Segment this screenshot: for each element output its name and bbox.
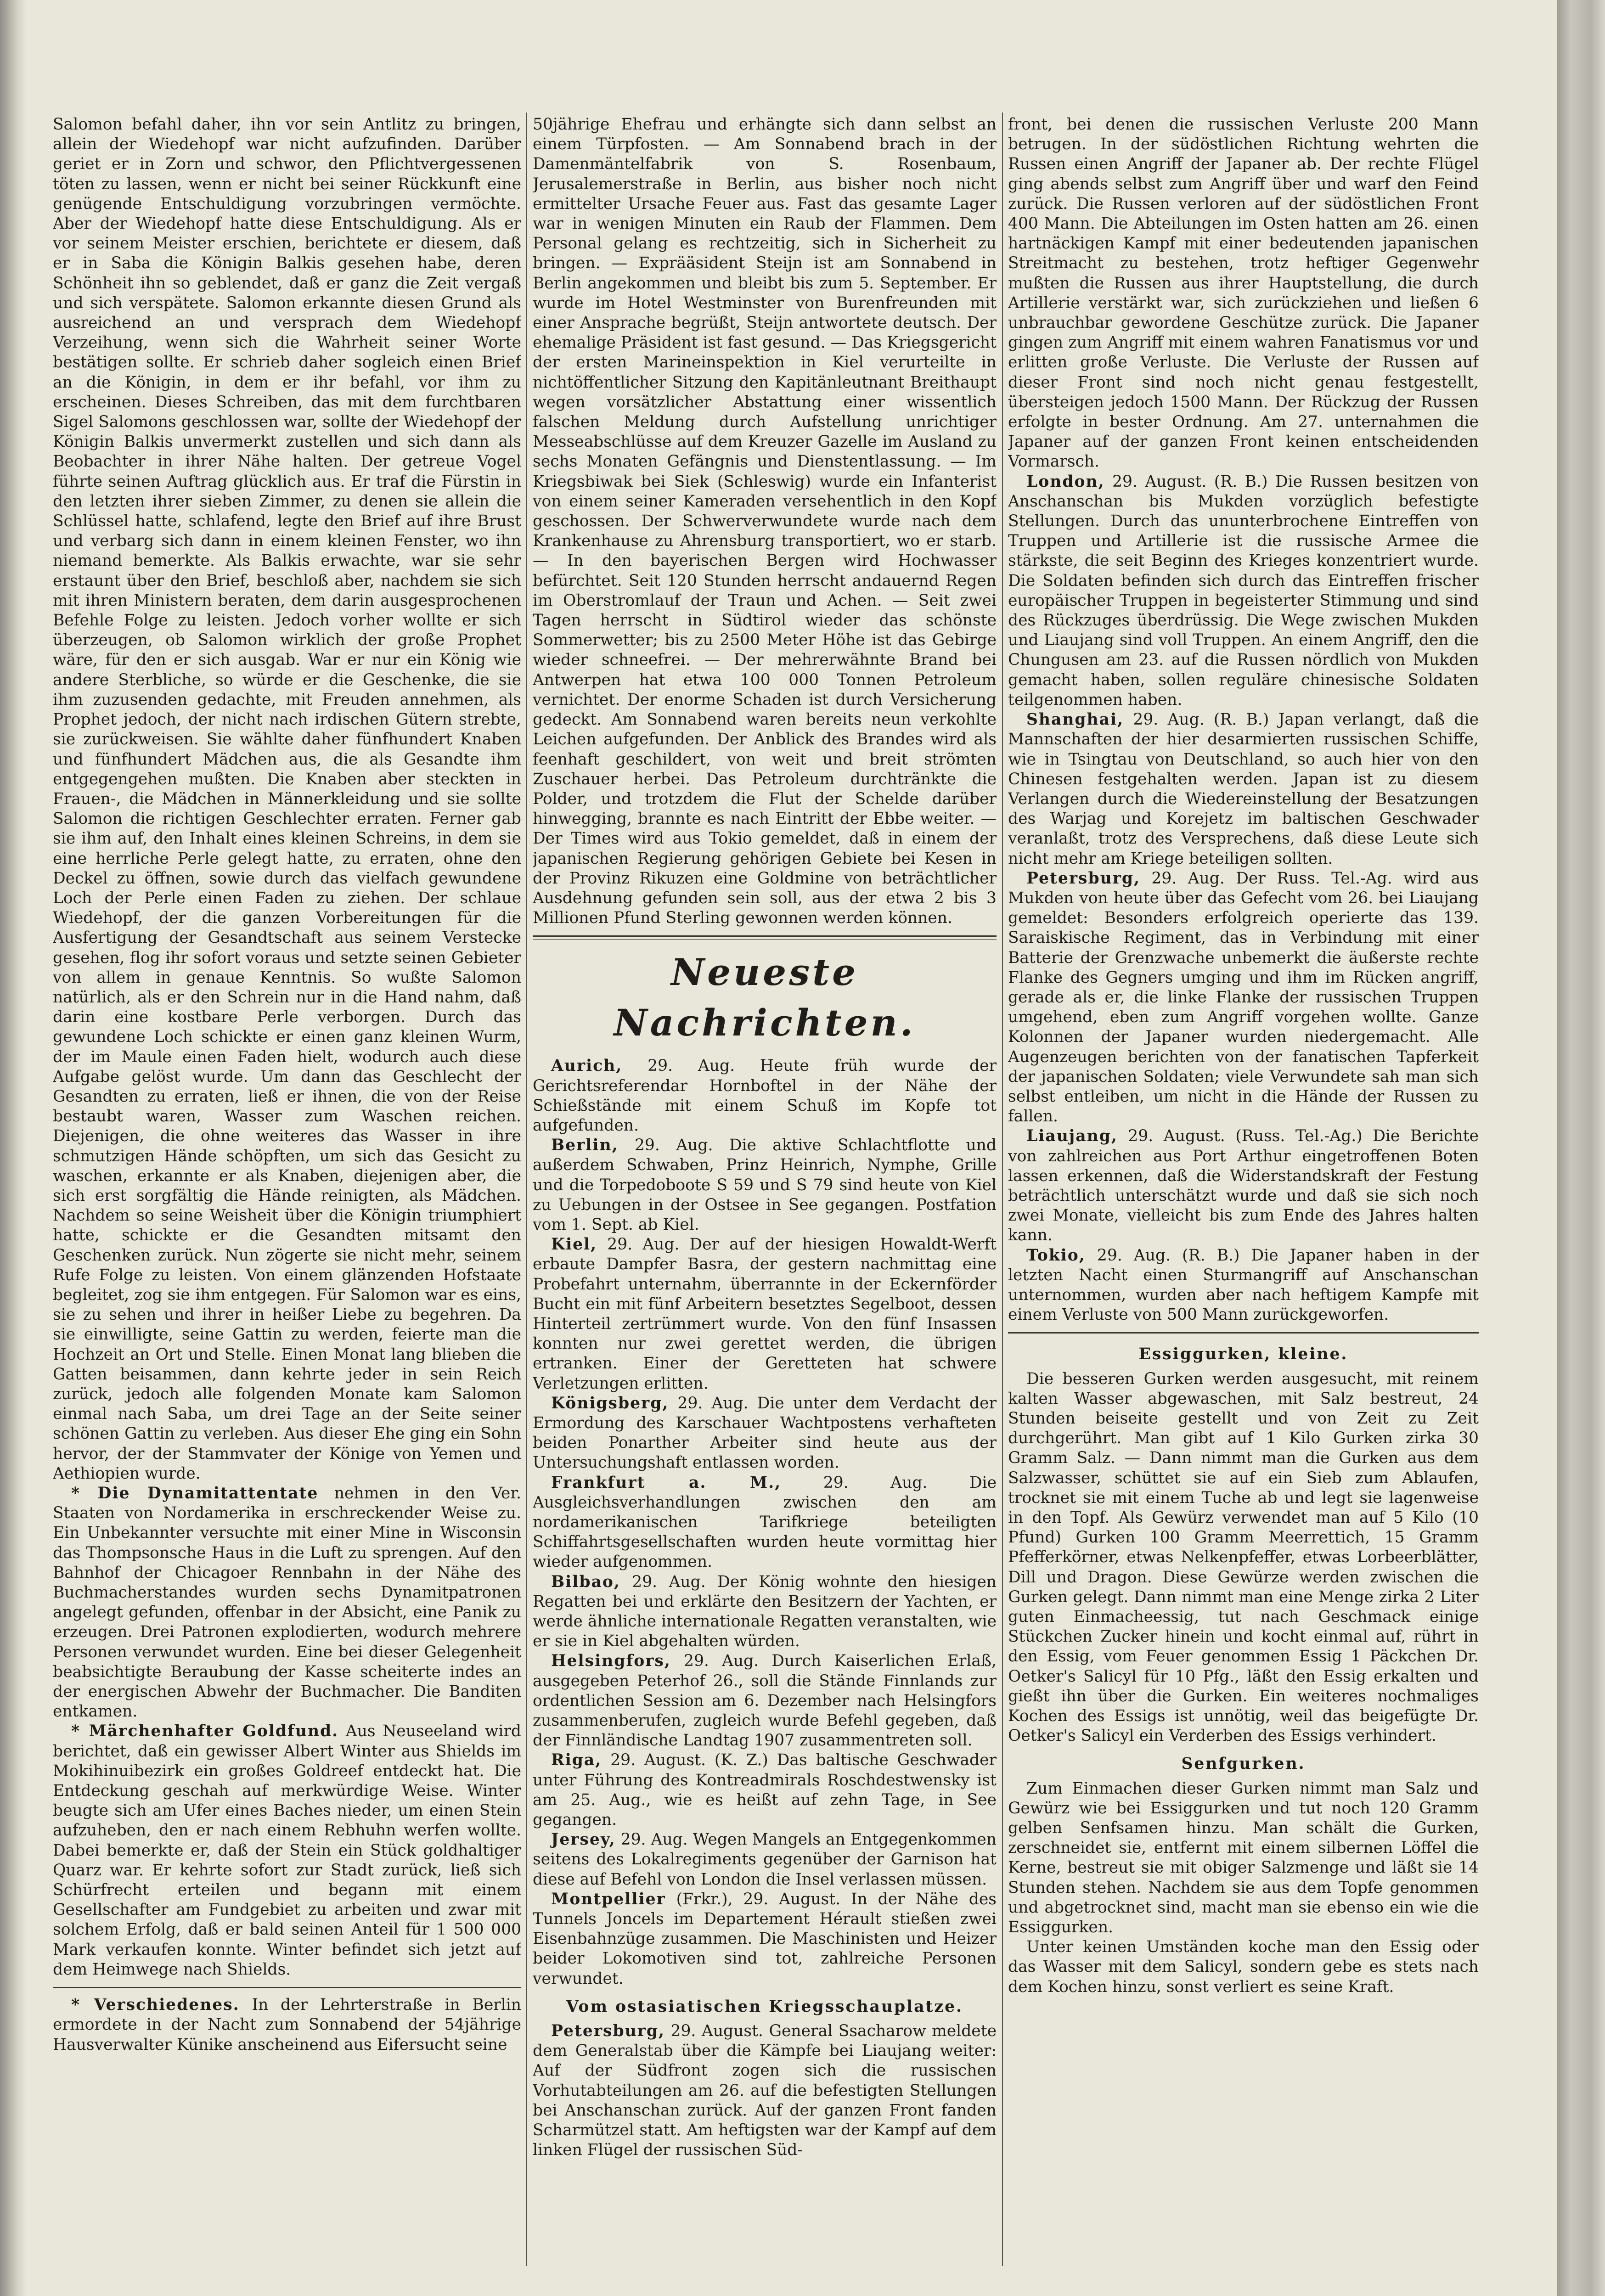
misc-news-text: 50jährige Ehefrau und erhängte sich dann selbst an einem Türpfosten. — Am Sonnabend brach in der Damenmäntelfabrik von S. Rosenbaum, Jerusalemerstraße in Berlin, aus bisher noch nicht ermittelter Ursache Feuer aus. Fast das gesamte Lager war in wenigen Minuten ein Raub der Flammen. Dem Personal gelang es rechtzeitig, sich in Sicherheit zu bringen. — Exprääsident Steijn ist am Sonnabend in Berlin angekommen und bleibt bis zum 5. September. Er wurde im Hotel Westminster von Burenfreunden mit einer Ansprache begrüßt, Steijn antwortete deutsch. Der ehemalige Präsident ist fast gesund. — Das Kriegsgericht der ersten Marineinspektion in Kiel verurteilte in nichtöffentlicher Sitzung den Kapitänleutnant Breithaupt wegen vorsätzlicher Abstattung einer wissentlich falschen Meldung durch Aufstellung unrichtiger Messeabschlüsse auf dem Kreuzer Gazelle im Ausland zu sechs Monaten Gefängnis und Dienstentlassung. — Im Kriegsbiwak bei Siek (Schleswig) wurde ein Infanterist von einem seiner Kameraden versehentlich in den Kopf geschossen. Der Schwerverwundete wurde nach dem Krankenhause zu Ahrensburg transportiert, wo er starb. — In den bayerischen Bergen wird Hochwasser befürchtet. Seit 120 Stunden herrscht andauernd Regen im Oberstromlauf der Traun und Achen. — Seit zwei Tagen herrscht in Südtirol wieder das schönste Sommerwetter; bis zu 2500 Meter Höhe ist das Gebirge wieder schneefrei. — Der mehrerwähnte Brand bei Antwerpen hat etwa 100 000 Tonnen Petroleum vernichtet. Der enorme Schaden ist durch Versicherung gedeckt. Am Sonnabend waren bereits neun verkohlte Leichen aufgefunden. Der Anblick des Brandes wird als feenhaft geschildert, von weit und breit strömten Zuschauer herbei. Das Petroleum durchtränkte die Polder, und trotzdem die Flut der Schelde darüber hinwegging, brannte es nach Eintritt der Ebbe weiter. — Der Times wird aus Tokio gemeldet, daß in einem der japanischen Regierung gehörigen Gebiete bei Kesen in der Provinz Rikuzen eine Goldmine von beträchtlicher Ausdehnung gefunden sein soll, aus der etwa 2 bis 3 Millionen Pfund Sterling gewonnen werden können. [533,115,997,928]
senfgurken-note: Unter keinen Umständen koche man den Essig oder das Wasser mit dem Salicyl, sondern gebe es stets nach dem Kochen hinzu, sonst verliert es seine Kraft. [1008,1938,1479,1996]
news-text: 29. Aug. Die Ausgleichsverhandlungen zwischen den am nordamerikanischen Tarifkriege beteiligten Schiffahrtsgesellschaften wurden heute vormittag hier wieder aufgenommen. [533,1473,997,1571]
news-text: 29. Aug. Der Russ. Tel.-Ag. wird aus Mukden von heute über das Gefecht vom 26. bei Liaujang gemeldet: Besonders erfolgreich operierte das 139. Saraiskische Regiment, das in Verbindung mit einer Batterie der Grenzwache unbemerkt die äußerste rechte Flanke des Gegners umging und ihm im Rücken angriff, gerade als er, die linke Flanke der russischen Truppen umgehend, eben zum Angriff vorgehen wollte. Ganze Kolonnen der Japaner wurden niedergemacht. Alle Augenzeugen berichten von der fanatischen Tapferkeit der japanischen Soldaten; viele Verwundete sah man sich selbst entleiben, um nicht in die Hände der Russen zu fallen. [1008,869,1479,1126]
news-text: 29. Aug. (R. B.) Die Japaner haben in der letzten Nacht einen Sturmangriff auf Anschanschan unternommen, wurden aber nach heftigem Kampfe mit einem Verluste von 500 Mann zurückgeworfen. [1008,1246,1479,1324]
column-1 [53,115,521,2264]
essiggurken-text: Die besseren Gurken werden ausgesucht, mit reinem kalten Wasser abgewaschen, mit Salz bestreut, 24 Stunden beiseite gestellt und von Zeit zu Zeit durchgerührt. Man gibt auf 1 Kilo Gurken zirka 30 Gramm Salz. — Dann nimmt man die Gurken aus dem Salzwasser, schüttet sie auf ein Sieb zum Ablaufen, trocknet sie mit einem Tuche ab und legt sie lagenweise in den Topf. Als Gewürz verwendet man auf 5 Kilo (10 Pfund) Gurken 100 Gramm Meerrettich, 15 Gramm Pfefferkörner, etwas Nelkenpfeffer, etwas Lorbeerblätter, Dill und Dragon. Diese Gewürze werden zwischen die Gurken gelegt. Dann nimmt man eine Menge zirka 2 Liter guten Einmacheessig, tut nach Geschmack einige Stückchen Zucker hinein und kocht einmal auf, rührt in den Essig, vom Feuer genommen Essig 1 Päckchen Dr. Oetker's Salicyl für 10 Pfg., läßt den Essig erkalten und gießt ihn über die Gurken. Ein weiteres nochmaliges Kochen des Essigs ist unnötig, weil das beigefügte Dr. Oetker's Salicyl ein Verderben des Essigs verhindert. [1008,1369,1479,1745]
news-item [1008,472,1479,710]
news-place: Jersey, [551,1830,616,1849]
news-text: 29. Aug. Die aktive Schlachtflotte und außerdem Schwaben, Prinz Heinrich, Nymphe, Grille und die Torpedoboote S 59 und S 79 sind heute von Kiel zu Uebungen in der Ostsee in See gegangen. Postfation vom 1. Sept. ab Kiel. [533,1136,997,1234]
dynamite-article [53,1484,521,1722]
news-item [1008,869,1479,1127]
news-text: 29. Aug. Durch Kaiserlichen Erlaß, ausgegeben Peterhof 26., soll die Stände Finnlands zur ordentlichen Session am 6. Dezember nach Helsingfors zusammenberufen, zugleich wurde Befehl gegeben, daß der Finnländische Landtag 1907 zusammentreten soll. [533,1652,997,1750]
column-2 [533,115,997,2264]
news-text: 29. August. (Russ. Tel.-Ag.) Die Berichte von zahlreichen aus Port Arthur eingetroffenen Boten lassen erkennen, daß die Widerstandskraft der Festung beträchtlich unterschätzt wurde und daß sie sich noch zwei Monate, vielleicht bis zum Ende des Jahres halten kann. [1008,1127,1479,1245]
column-rule-2 [1002,113,1003,2266]
news-place: Bilbao, [551,1572,620,1591]
news-item [533,1136,997,1235]
goldfund-text: Aus Neuseeland wird berichtet, daß ein gewisser Albert Winter aus Shields im Mokihinuibezirk ein großes Goldreef entdeckt hat. Die Entdeckung geschah auf merkwürdige Weise. Winter beugte sich am Ufer eines Baches nieder, um einen Stein aufzuheben, den er nach einem Rebhuhn werfen wollte. Dabei bemerkte er, daß der Stein ein Stück goldhaltiger Quarz war. Er kehrte sofort zur Stadt zurück, ließ sich Schürfrecht erteilen und begann mit einem Gesellschafter am Fundgebiet zu arbeiten und zwar mit solchem Erfolg, daß er bald seinen Anteil für 1 500 000 Mark verkaufen konnte. Winter befindet sich jetzt auf dem Heimwege nach Shields. [53,1722,521,1979]
news-place: Shanghai, [1026,710,1124,729]
news-place: Kiel, [551,1235,597,1254]
senfgurken-text: Zum Einmachen dieser Gurken nimmt man Salz und Gewürz wie bei Essiggurken und tut noch 120 Gramm gelben Senfsamen hinzu. Man schält die Gurken, zerschneidet sie, entfernt mit einem silbernen Löffel die Kerne, bestreut sie mit obiger Salzmenge und läßt sie 14 Stunden stehen. Nachdem sie aus dem Topfe genommen und abgetrocknet sind, macht man sie ebenso ein wie die Essiggurken. [1008,1779,1479,1937]
news-text: 29. August. General Ssacharow meldete dem Generalstab über die Kämpfe bei Liaujang weiter: Auf der Südfront zogen sich die russischen Vorhutabteilungen am 26. auf die befestigten Stellungen bei Anschanschan zurück. Auf der ganzen Front fanden Scharmützel statt. Am heftigsten war der Kampf auf dem linken Flügel der russischen Süd- [533,2022,997,2160]
news-text: 29. Aug. Der auf der hiesigen Howaldt-Werft erbaute Dampfer Basra, der gestern nachmittag eine Probefahrt unternahm, überrannte in der Eckernförder Bucht ein mit fünf Arbeitern besetztes Segelboot, dessen Hinterteil zertrümmert wurde. Von den fünf Insassen konnten nur zwei gerettet werden, die übrigen ertranken. Einer der Geretteten hat schwere Verletzungen erlitten. [533,1235,997,1393]
column-rule-1 [526,113,527,2266]
news-text: (Frkr.), 29. August. In der Nähe des Tunnels Joncels im Departement Hérault stießen zwei Eisenbahnzüge zusammen. Die Maschinisten und Heizer beider Lokomotiven sind tot, zahlreiche Personen verwundet. [533,1890,997,1988]
scan-left-edge [0,0,27,2296]
news-item [533,2021,997,2160]
verschiedenes-text: In der Lehrterstraße in Berlin ermordete in der Nacht zum Sonnabend der 54jährige Hausverwalter Künike anscheinend aus Eifersucht seine [53,1996,521,2054]
divider [53,1987,521,1988]
news-text: 29. Aug. Die unter dem Verdacht der Ermordung des Karschauer Wachtpostens verhafteten beiden Ponarther Arbeiter sind heute aus der Untersuchungshaft entlassen worden. [533,1394,997,1472]
news-item [533,1890,997,1989]
verschiedenes-heading: * Verschiedenes. [71,1996,240,2015]
news-item [1008,710,1479,869]
news-item [533,1473,997,1572]
news-text: 29. August. (K. Z.) Das baltische Geschwader unter Führung des Kontreadmirals Roschdestwensky ist am 25. Aug., wie es heißt auf zehn Tage, in See gegangen. [533,1751,997,1829]
news-place: Aurich, [551,1057,623,1075]
news-place: Frankfurt a. M., [551,1473,782,1492]
news-item [533,1056,997,1136]
news-text: 29. Aug. Wegen Mangels an Entgegenkommen seitens des Lokalregiments gegenüber der Garnison hat diese auf Befehl von London die Insel verlassen müssen. [533,1830,997,1889]
salomon-story-text: Salomon befahl daher, ihn vor sein Antlitz zu bringen, allein der Wiedehopf war nicht aufzufinden. Darüber geriet er in Zorn und schwor, den Pflichtvergessenen töten zu lassen, wenn er nicht bei seiner Rückkunft eine genügende Entschuldigung vorzubringen vermöchte. Aber der Wiedehopf hatte diese Entschuldigung. Als er vor seinem Meister erschien, berichtete er diesem, daß er in Saba die Königin Balkis gesehen habe, deren Schönheit ihn so geblendet, daß er ganz die Zeit vergaß und sich verspätete. Salomon erkannte diesen Grund als ausreichend an und versprach dem Wiedehopf Verzeihung, wenn sich die Wahrheit seiner Worte bestätigen sollte. Er schrieb daher sogleich einen Brief an die Königin, in dem er ihr befahl, vor ihm zu erscheinen. Dieses Schreiben, das mit dem furchtbaren Sigel Salomons geschlossen war, sollte der Wiedehopf der Königin Balkis unvermerkt zustellen und sich dann als Beobachter in ihrer Nähe halten. Der getreue Vogel führte seinen Auftrag glücklich aus. Er traf die Fürstin in den letzten ihrer sieben Zimmer, zu denen sie allein die Schlüssel hatte, schlafend, legte den Brief auf ihre Brust und verbarg sich dann in einem kleinen Fenster, wo ihn niemand bemerkte. Als Balkis erwachte, war sie sehr erstaunt über den Brief, beschloß aber, nachdem sie sich mit ihren Ministern beraten, dem darin ausgesprochenen Befehle Folge zu leisten. Jedoch vorher wollte er sich überzeugen, ob Salomon wirklich der große Prophet wäre, für den er sich ausgab. War er nur ein König wie andere Sterbliche, so würde er die Geschenke, die sie ihm zuzusenden gedachte, mit Freuden annehmen, als Prophet jedoch, der nicht nach irdischen Gütern strebte, sie zurückweisen. Sie wählte daher fünfhundert Knaben und fünfhundert Mädchen aus, die als Gesandte ihm entgegengehen mußten. Die Knaben aber steckten in Frauen-, die Mädchen in Männerkleidung und sie sollte Salomon die richtigen Geschlechter erraten. Ferner gab sie ihm auf, den Inhalt eines kleinen Schreins, in dem sie eine herrliche Perle gelegt hatte, zu erraten, ohne den Deckel zu öffnen, sowie durch das vielfach gewundene Loch der Perle einen Faden zu ziehen. Der schlaue Wiedehopf, der die ganzen Vorbereitungen für die Ausfertigung der Gesandtschaft aus seinem Verstecke gesehen, flog ihr sofort voraus und setzte seinen Gebieter von allem in genaue Kenntnis. So wußte Salomon natürlich, als er den Schrein nur in die Hand nahm, daß darin eine kostbare Perle verborgen. Durch das gewundene Loch schickte er einen ganz kleinen Wurm, der im Maule einen Faden hielt, wodurch auch diese Aufgabe gelöst wurde. Um dann das Geschlecht der Gesandten zu erraten, ließ er ihnen, die von der Reise bestaubt waren, Wasser zum Waschen reichen. Diejenigen, die ohne weiteres das Wasser in ihre schmutzigen Hände schöpften, um sich das Gesicht zu waschen, erkannte er als Knaben, diejenigen aber, die sich erst sorgfältig die Hände reinigten, als Mädchen. Nachdem so seine Weisheit über die Königin triumphiert hatte, schickte er die Gesandten mitsamt den Geschenken zurück. Nun zögerte sie nicht mehr, seinem Rufe Folge zu leisten. Von einem glänzenden Hofstaate begleitet, zog sie ihm entgegen. Für Salomon war es eins, sie zu sehen und ihrer in heißer Liebe zu begehren. Da sie einwilligte, seine Gattin zu werden, feierte man die Hochzeit an Ort und Stelle. Einen Monat lang blieben die Gatten beisammen, dann kehrte jeder in sein Reich zurück, jedoch alle folgenden Monate kam Salomon einmal nach Saba, um drei Tage an der Seite seiner schönen Gattin zu verleben. Aus dieser Ehe ging ein Sohn hervor, der der Stammvater der Könige von Yemen und Aethiopien wurde. [53,115,521,1483]
verschiedenes-article [53,1995,521,2055]
news-text: 29. August. (R. B.) Die Russen besitzen von Anschanschan bis Mukden vorzüglich befestigte Stellungen. Durch das ununterbrochene Eintreffen von Truppen und Artillerie ist die russische Armee die stärkste, die seit Beginn des Krieges konzentriert wurde. Die Soldaten befinden sich durch das Eintreffen frischer europäischer Truppen in begeisterter Stimmung und sind des Rückzuges überdrüssig. Die Wege zwischen Mukden und Liaujang sind voll Truppen. An einem Angriff, den die Chungusen am 23. auf die Russen nördlich von Mukden gemacht haben, sollen reguläre chinesische Soldaten teilgenommen haben. [1008,472,1479,709]
news-place: Berlin, [551,1136,619,1155]
news-place: Petersburg, [551,2022,665,2041]
news-place: Liaujang, [1026,1127,1118,1146]
news-text: 29. Aug. Der König wohnte den hiesigen Regatten bei und erklärte den Besitzern der Yachten, er werde ähnliche internationale Regatten veranstalten, wie er sie in Kiel abgehalten würden. [533,1572,997,1651]
goldfund-article [53,1722,521,1980]
dynamite-heading: * Die Dynamitattentate [71,1484,319,1503]
news-item [533,1235,997,1394]
war-report-text: front, bei denen die russischen Verluste 200 Mann betrugen. In der südöstlichen Richtung wehrten die Russen einen Angriff der Japaner ab. Der rechte Flügel ging abends selbst zum Angriff über und warf den Feind zurück. Die Russen verloren auf der südöstlichen Front 400 Mann. Die Abteilungen im Osten hatten am 26. einen hartnäckigen Kampf mit einer bedeutenden japanischen Streitmacht zu bestehen, trotz heftiger Gegenwehr mußten die Russen aus ihrer Hauptstellung, die durch Artillerie verstärkt war, sich zurückziehen und ließen 6 unbrauchbar gewordene Geschütze zurück. Die Japaner gingen zum Angriff mit einem wahren Fanatismus vor und erlitten große Verluste. Die Verluste der Russen auf dieser Front sind noch nicht genau festgestellt, übersteigen jedoch 1500 Mann. Der Rückzug der Russen erfolgte in bester Ordnung. Am 27. unternahmen die Japaner auf der ganzen Front keinen entscheidenden Vormarsch. [1008,115,1479,471]
news-place: Montpellier [551,1890,666,1908]
scan-right-edge [1557,0,1605,2296]
divider-double [1008,1332,1479,1336]
news-place: Riga, [551,1751,602,1770]
news-text: 29. Aug. (R. B.) Japan verlangt, daß die Mannschaften der hier desarmierten russischen Schiffe, wie in Tsingtau von Deutschland, so auch hier von den Chinesen festgehalten werden. Japan ist zu diesem Verlangen durch die Wiedereinstellung der Besatzungen des Warjag und Korejetz im baltischen Geschwader veranlaßt, trotz des Versprechens, daß diese Leute sich nicht mehr am Kriege beteiligen sollten. [1008,710,1479,868]
news-place: London, [1026,472,1105,491]
news-item [533,1830,997,1890]
news-place: Königsberg, [551,1394,669,1412]
news-place: Petersburg, [1026,869,1140,888]
news-item [1008,1126,1479,1245]
divider-double [533,935,997,940]
news-item [533,1394,997,1473]
neueste-nachrichten-heading: Neueste Nachrichten. [614,951,916,1045]
senfgurken-heading: Senfgurken. [1181,1755,1306,1773]
news-place: Tokio, [1026,1246,1086,1265]
goldfund-heading: * Märchenhafter Goldfund. [71,1722,339,1741]
news-item [533,1572,997,1652]
essiggurken-heading: Essiggurken, kleine. [1138,1345,1348,1364]
dynamite-text: nehmen in den Ver. Staaten von Nordamerika in erschreckender Weise zu. Ein Unbekannter versuchte mit einer Mine in Wisconsin das Thompsonsche Haus in die Luft zu sprengen. Auf den Bahnhof der Chicagoer Rennbahn in der Nähe des Buchmacherstandes wurden sechs Dynamitpatronen angelegt gefunden, offenbar in der Absicht, eine Panik zu erzeugen. Drei Patronen explodierten, wodurch mehrere Personen verwundet wurden. Eine bei dieser Gelegenheit beabsichtigte Beraubung der Kasse scheiterte indes an der energischen Abwehr der Buchmacher. Die Banditen entkamen. [53,1484,521,1721]
war-section-heading: Vom ostasiatischen Kriegsschauplatze. [566,1997,963,2016]
news-item [533,1651,997,1750]
news-text: 29. Aug. Heute früh wurde der Gerichtsreferendar Hornboftel in der Nähe der Schießstände mit einem Schuß im Kopfe tot aufgefunden. [533,1057,997,1135]
column-3 [1008,115,1479,2264]
news-place: Helsingfors, [551,1652,671,1671]
news-item [533,1750,997,1830]
news-item [1008,1246,1479,1325]
